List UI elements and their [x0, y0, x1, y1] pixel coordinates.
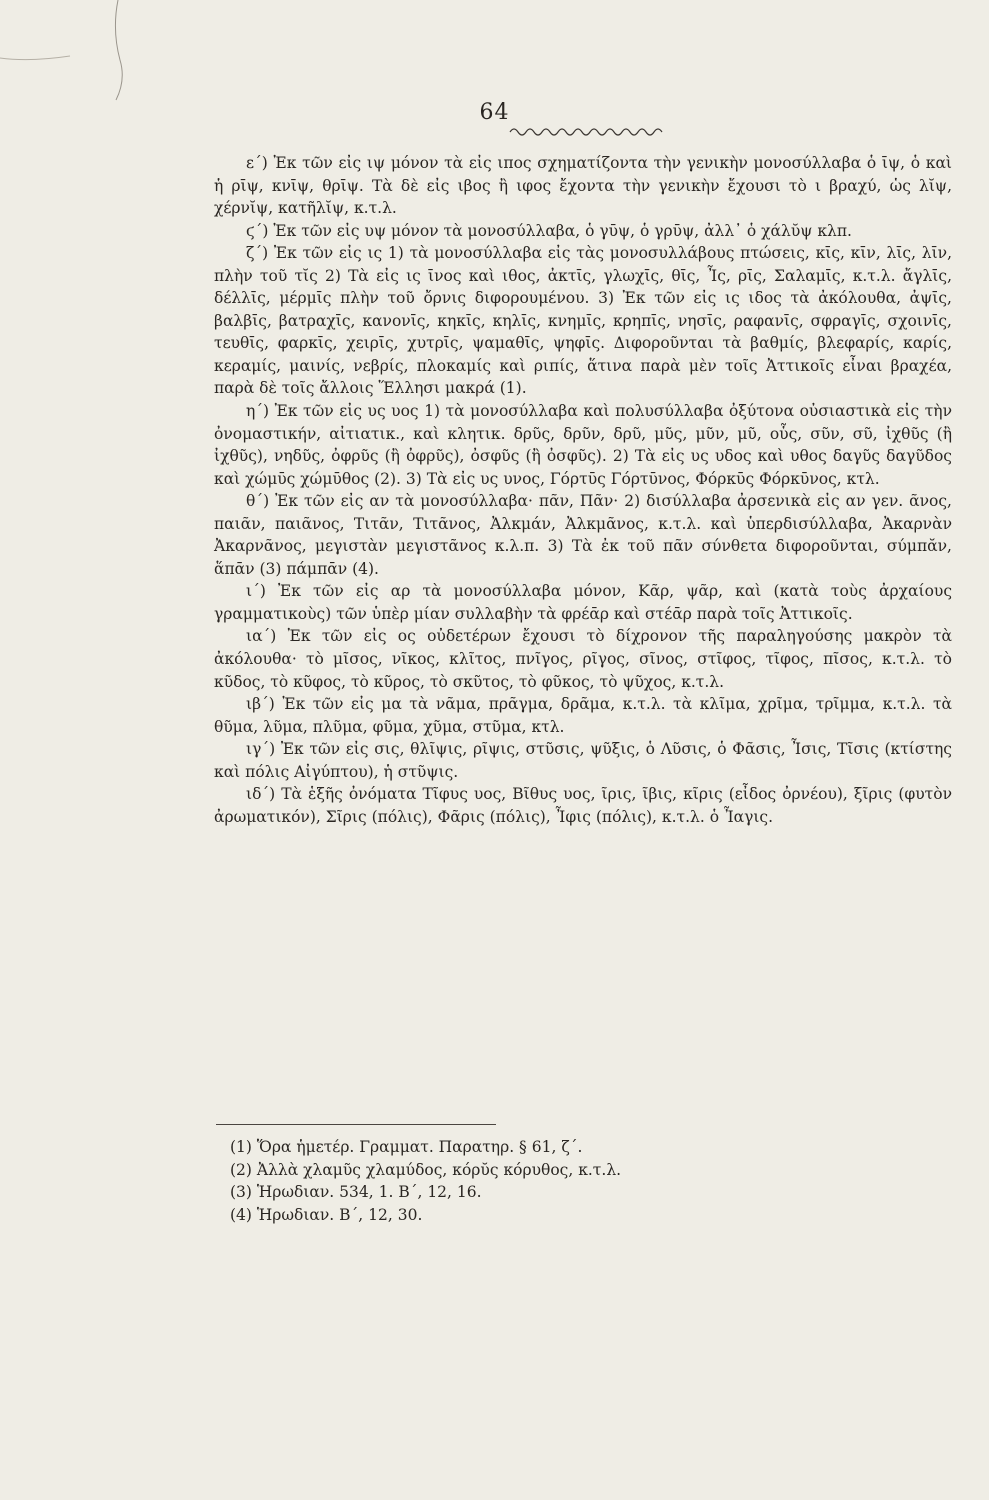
paragraph-io: ι΄) Ἐκ τῶν εἰς αρ τὰ μονοσύλλαβα μόνον, Κᾶρ, ψᾶρ, καὶ (κατὰ τοὺς ἀρχαίους γραμματικοὺς) τῶν ὑπὲρ μίαν συλλαβὴν τὰ φρέᾱρ καὶ στέᾱρ παρὰ τοῖς Ἀττικοῖς. [214, 582, 952, 623]
footnote-3: (3) Ἡρωδιαν. 534, 1. Β΄, 12, 16. [230, 1183, 482, 1201]
paragraph-st: ϛ΄) Ἐκ τῶν εἰς υψ μόνον τὰ μονοσύλλαβα, ὁ γῡψ, ὁ γρῡψ, ἀλλ᾽ ὁ χάλῠψ κλπ. [246, 221, 852, 240]
footnote-2: (2) Ἀλλὰ χλαμῦς χλαμύδος, κόρῠς κόρυθος, κ.τ.λ. [230, 1160, 622, 1179]
paragraph-e: ε΄) Ἐκ τῶν εἰς ιψ μόνον τὰ εἰς ιπος σχηματίζοντα τὴν γενικὴν μονοσύλλαβα ὁ ῑψ, ὁ καὶ ἡ ρῑψ, κνῑψ, θρῑψ. Τὰ δὲ εἰς ιβος ἢ ιφος ἔχοντα τὴν γενικὴν ἔχουσι τὸ ι βραχύ, ὡς λῐψ, χέρνῐψ, κατῆλῐψ, κ.τ.λ. [214, 154, 952, 218]
paragraph-z: ζ΄) Ἐκ τῶν εἰς ις 1) τὰ μονοσύλλαβα εἰς τὰς μονοσυλλάβους πτώσεις, κῑς, κῑν, λῑς, λῑν, πλὴν τοῦ τῐς 2) Τὰ εἰς ις ῑνος καὶ ιθος, ἀκτῑς, γλωχῑς, θῑς, Ἶς, ρῑς, Σαλαμῑς, κ.τ.λ. ἄγλῑς, δέλλῑς, μέρμῑς πλὴν τοῦ ὄρνις διφορουμένου. 3) Ἐκ τῶν εἰς ις ιδος τὰ ἀκόλουθα, ἀψῑς, βαλβῑς, βατραχῑς, κανονῑς, κηκῑς, κηλῑς, κνημῑς, κρηπῑς, νησῑς, ραφανῑς, σφραγῑς, σχοινῑς, τευθῑς, φαρκῑς, χειρῑς, χυτρῑς, ψαμαθῑς, ψηφῑς. Διφοροῦνται τὰ βαθμίς, βλεφαρίς, καρίς, κεραμίς, μαινίς, νεβρίς, πλοκαμίς καὶ ριπίς, ἅτινα παρὰ μὲν τοῖς Ἀττικοῖς εἶναι βραχέα, παρὰ δὲ τοῖς ἄλλοις Ἕλλησι μακρά (1). [214, 244, 952, 398]
paragraph-id: ιδ΄) Τὰ ἑξῆς ὀνόματα Τῖφυς υος, Βῖθυς υος, ῖρις, ῖβις, κῖρις (εἶδος ὀρνέου), ξῖρις (φυτὸν ἀρωματικόν), Σῖρις (πόλις), Φᾶρις (πόλις), Ἶφις (πόλις), κ.τ.λ. ὁ Ἶαγις. [214, 785, 952, 826]
footnote-4: (4) Ἡρωδιαν. Β΄, 12, 30. [230, 1205, 423, 1224]
paragraph-ib: ιβ΄) Ἐκ τῶν εἰς μα τὰ νᾶμα, πρᾶγμα, δρᾶμα, κ.τ.λ. τὰ κλῖμα, χρῖμα, τρῖμμα, κ.τ.λ. τὰ θῦμα, λῦμα, πλῦμα, φῦμα, χῦμα, στῦμα, κτλ. [214, 695, 952, 736]
paragraph-th: θ΄) Ἐκ τῶν εἰς αν τὰ μονοσύλλαβα· πᾶν, Πᾶν· 2) δισύλλαβα ἀρσενικὰ εἰς αν γεν. ᾶνος, παιᾶν, παιᾶνος, Τιτᾶν, Τιτᾶνος, Ἀλκμάν, Ἀλκμᾶνος, κ.τ.λ. καὶ ὑπερδισύλλαβα, Ἀκαρνὰν Ἀκαρνᾶνος, μεγιστὰν μεγιστᾶνος κ.λ.π. 3) Τὰ ἐκ τοῦ πᾶν σύνθετα διφοροῦνται, σύμπᾰν, ἅπᾱν (3) πάμπᾱν (4). [214, 492, 952, 578]
footnote-rule [216, 1124, 496, 1125]
wavy-rule-ornament [508, 124, 664, 138]
main-text [214, 152, 952, 828]
page-number: 64 [479, 100, 510, 125]
paragraph-i: η΄) Ἐκ τῶν εἰς υς υος 1) τὰ μονοσύλλαβα καὶ πολυσύλλαβα ὀξύτονα οὐσιαστικὰ εἰς τὴν ὀνομαστικήν, αἰτιατικ., καὶ κλητικ. δρῦς, δρῦν, δρῦ, μῦς, μῦν, μῦ, οὗς, σῦν, σῦ, ἰχθῦς (ἢ ἰχθῦς), νηδῦς, ὀφρῦς (ἢ ὀφρῦς), ὀσφῦς (ἢ ὀσφῦς). 2) Τὰ εἰς υς υδος καὶ υθος δαγῦς δαγῦδος καὶ χώμῡς χώμῡθος (2). 3) Τὰ εἰς υς υνος, Γόρτῡς Γόρτῡνος, Φόρκῡς Φόρκῡνος, κτλ. [214, 402, 952, 488]
footnotes [230, 1136, 930, 1226]
paragraph-ia: ια΄) Ἐκ τῶν εἰς ος οὐδετέρων ἔχουσι τὸ δίχρονον τῆς παραληγούσης μακρὸν τὰ ἀκόλουθα· τὸ μῖσος, νῖκος, κλῖτος, πνῖγος, ρῖγος, σῖνος, στῖφος, τῖφος, πῖσος, κ.τ.λ. τὸ κῦδος, τὸ κῦφος, τὸ κῦρος, τὸ σκῦτος, τὸ φῦκος, τὸ ψῦχος, κ.τ.λ. [214, 627, 952, 691]
paragraph-ig: ιγ΄) Ἐκ τῶν εἰς σις, θλῖψις, ρῖψις, στῦσις, ψῦξις, ὁ Λῦσις, ὁ Φᾶσις, Ἶσις, Τῖσις (κτίστης καὶ πόλις Αἰγύπτου), ἡ στῦψις. [214, 740, 952, 781]
page-edge-marks [0, 0, 130, 110]
footnote-1: (1) Ὅρα ἡμετέρ. Γραμματ. Παρατηρ. § 61, ζ΄. [230, 1138, 583, 1156]
